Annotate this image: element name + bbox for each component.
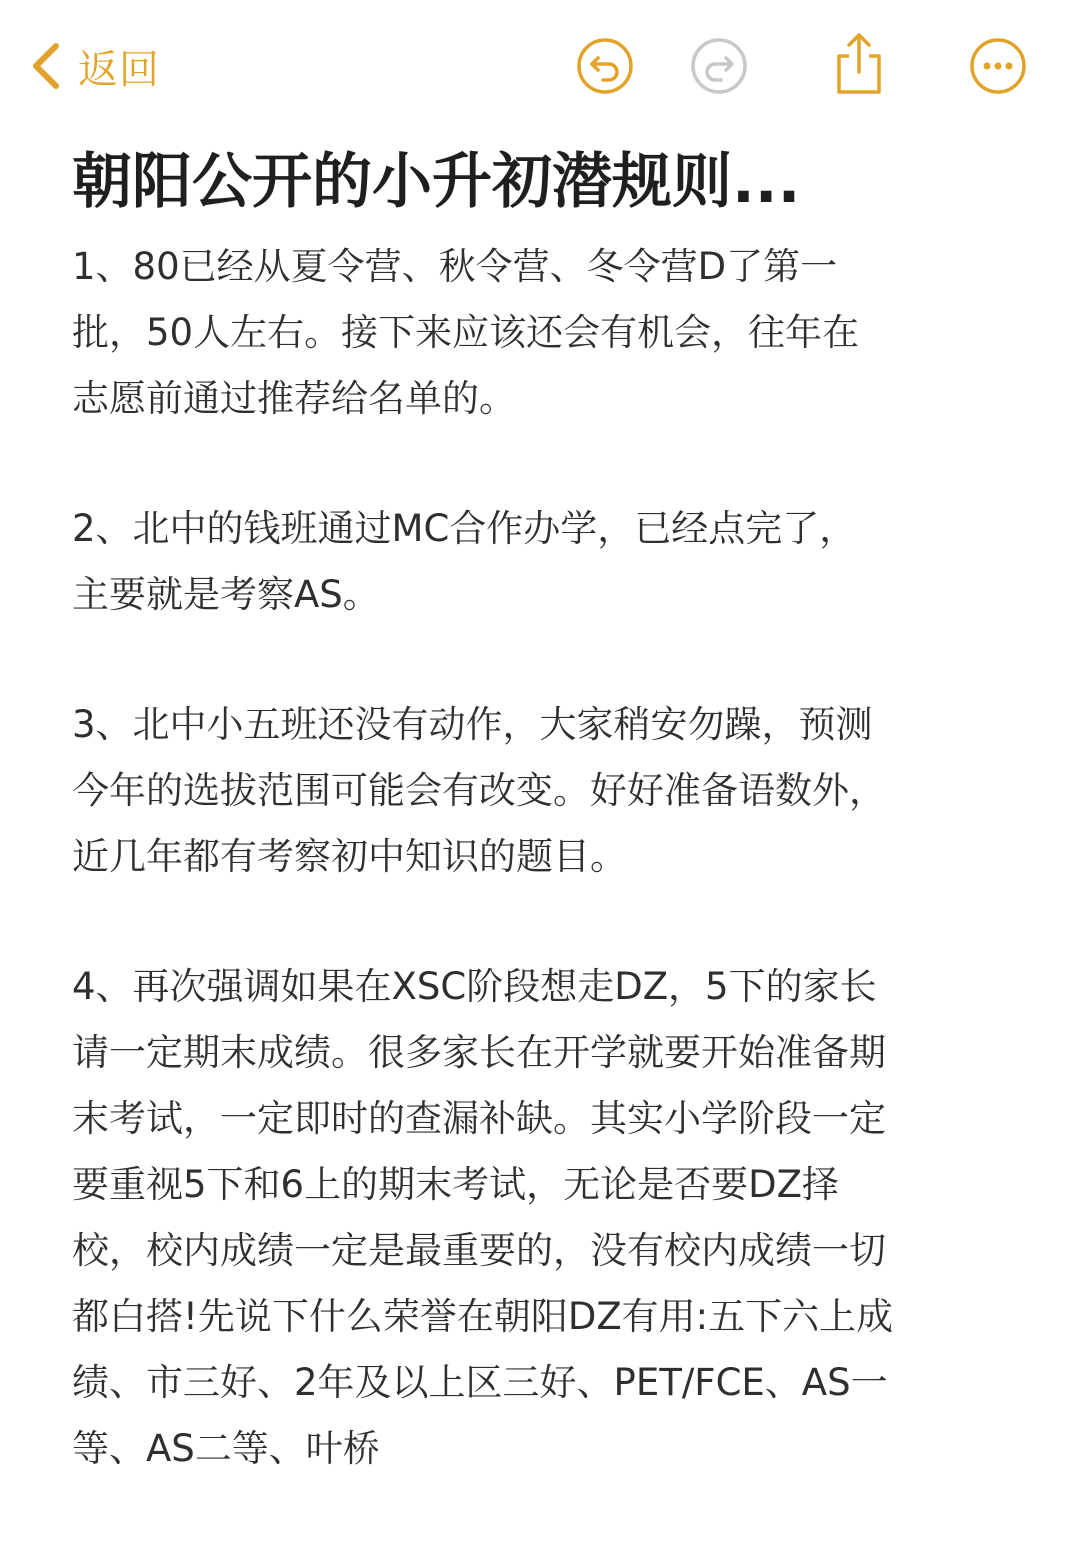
redo-button[interactable] xyxy=(689,36,749,96)
note-paragraph-1: 1、80已经从夏令营、秋令营、冬令营D了第一 批，50人左右。接下来应该还会有机会，往年在 志愿前通过推荐给名单的。 xyxy=(72,245,860,420)
note-paragraph-3: 3、北中小五班还没有动作，大家稍安勿躁，预测 今年的选拔范围可能会有改变。好好准备语数外， 近几年都有考察初中知识的题目。 xyxy=(72,703,886,878)
share-button[interactable] xyxy=(829,30,889,90)
note-paragraph-2: 2、北中的钱班通过MC合作办学，已经点完了， 主要就是考察AS。 xyxy=(72,507,857,616)
more-button[interactable] xyxy=(968,36,1028,96)
share-icon xyxy=(829,30,889,98)
redo-icon xyxy=(689,36,749,96)
note-toolbar xyxy=(0,0,1080,130)
back-label: 返回 xyxy=(78,46,160,93)
undo-icon xyxy=(575,36,635,96)
chevron-left-icon xyxy=(28,40,64,92)
back-button[interactable] xyxy=(28,36,160,96)
undo-button[interactable] xyxy=(575,36,635,96)
note-body[interactable] xyxy=(72,138,1022,1546)
note-paragraph-4: 4、再次强调如果在XSC阶段想走DZ，5下的家长 请一定期末成绩。很多家长在开学就要开始准备期 末考试，一定即时的查漏补缺。其实小学阶段一定 要重视5下和6上的期末考试，无论是否要DZ择 校，校内成绩一定是最重要的，没有校内成绩一切 都白搭!先说下什么荣誉在朝阳DZ有用:五下六上成 绩、市三好、2年及以上区三好、PET/FCE、AS一 等、AS二等、叶桥 xyxy=(72,965,894,1470)
more-icon xyxy=(968,36,1028,96)
note-title: 朝阳公开的小升初潜规则... xyxy=(72,147,801,217)
